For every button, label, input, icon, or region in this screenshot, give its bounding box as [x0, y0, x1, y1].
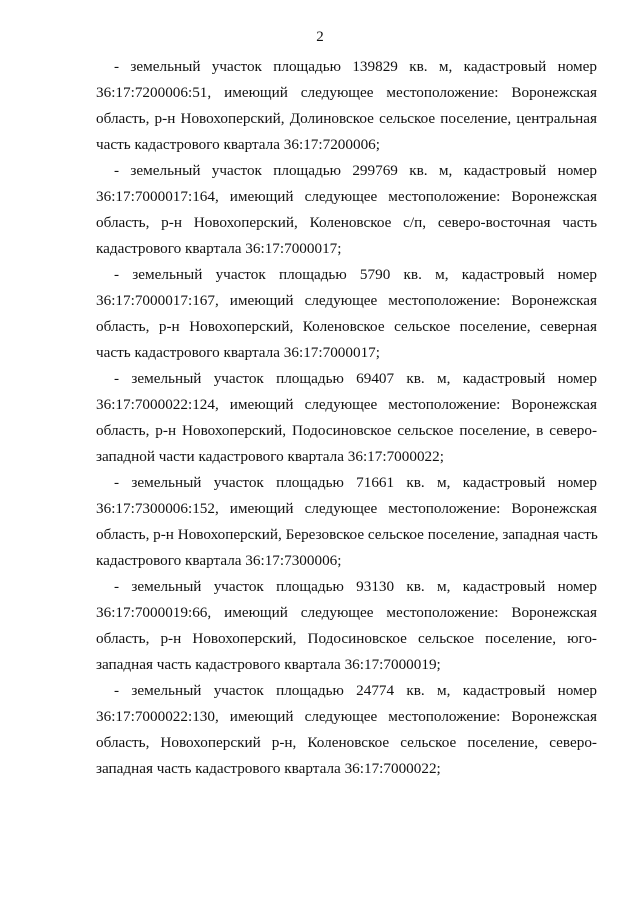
item-line: часть кадастрового квартала 36:17:7000017; [96, 344, 380, 361]
item-line: западная часть кадастрового квартала 36:17:7000022; [96, 760, 441, 777]
item-line: западной части кадастрового квартала 36:17:7000022; [96, 448, 444, 465]
item-line: 36:17:7300006:152, имеющий следующее местоположение: Воронежская [96, 500, 597, 517]
item-line: - земельный участок площадью 299769 кв. м, кадастровый номер [114, 162, 597, 179]
item-line: - земельный участок площадью 139829 кв. м, кадастровый номер [114, 58, 597, 75]
land-plot-item [96, 678, 597, 782]
item-line: - земельный участок площадью 24774 кв. м, кадастровый номер [114, 682, 597, 699]
item-line: 36:17:7000022:124, имеющий следующее местоположение: Воронежская [96, 396, 597, 413]
land-plot-item [96, 366, 597, 470]
item-line: кадастрового квартала 36:17:7300006; [96, 552, 342, 569]
item-line: часть кадастрового квартала 36:17:7200006; [96, 136, 380, 153]
item-line: - земельный участок площадью 5790 кв. м, кадастровый номер [114, 266, 597, 283]
item-line: область, р-н Новохоперский, Коленовское с/п, северо-восточная часть [96, 214, 597, 231]
document-body [96, 54, 597, 782]
land-plot-item [96, 158, 597, 262]
item-line: - земельный участок площадью 69407 кв. м, кадастровый номер [114, 370, 597, 387]
item-line: область, р-н Новохоперский, Подосиновское сельское поселение, в северо- [96, 422, 597, 439]
item-line: 36:17:7000017:164, имеющий следующее местоположение: Воронежская [96, 188, 597, 205]
item-line: область, р-н Новохоперский, Коленовское сельское поселение, северная [96, 318, 597, 335]
land-plot-item [96, 54, 597, 158]
item-line: область, р-н Новохоперский, Березовское сельское поселение, западная часть [96, 526, 598, 543]
item-line: кадастрового квартала 36:17:7000017; [96, 240, 342, 257]
item-line: 36:17:7200006:51, имеющий следующее местоположение: Воронежская [96, 84, 597, 101]
page-number: 2 [316, 29, 324, 45]
item-line: - земельный участок площадью 93130 кв. м, кадастровый номер [114, 578, 597, 595]
item-line: западная часть кадастрового квартала 36:17:7000019; [96, 656, 441, 673]
land-plot-item [96, 262, 597, 366]
item-line: - земельный участок площадью 71661 кв. м, кадастровый номер [114, 474, 597, 491]
item-line: 36:17:7000017:167, имеющий следующее местоположение: Воронежская [96, 292, 597, 309]
item-line: область, Новохоперский р-н, Коленовское сельское поселение, северо- [96, 734, 597, 751]
land-plot-item [96, 470, 597, 574]
item-line: 36:17:7000022:130, имеющий следующее местоположение: Воронежская [96, 708, 597, 725]
land-plot-item [96, 574, 597, 678]
item-line: область, р-н Новохоперский, Подосиновское сельское поселение, юго- [96, 630, 597, 647]
item-line: 36:17:7000019:66, имеющий следующее местоположение: Воронежская [96, 604, 597, 621]
item-line: область, р-н Новохоперский, Долиновское сельское поселение, центральная [96, 110, 597, 127]
